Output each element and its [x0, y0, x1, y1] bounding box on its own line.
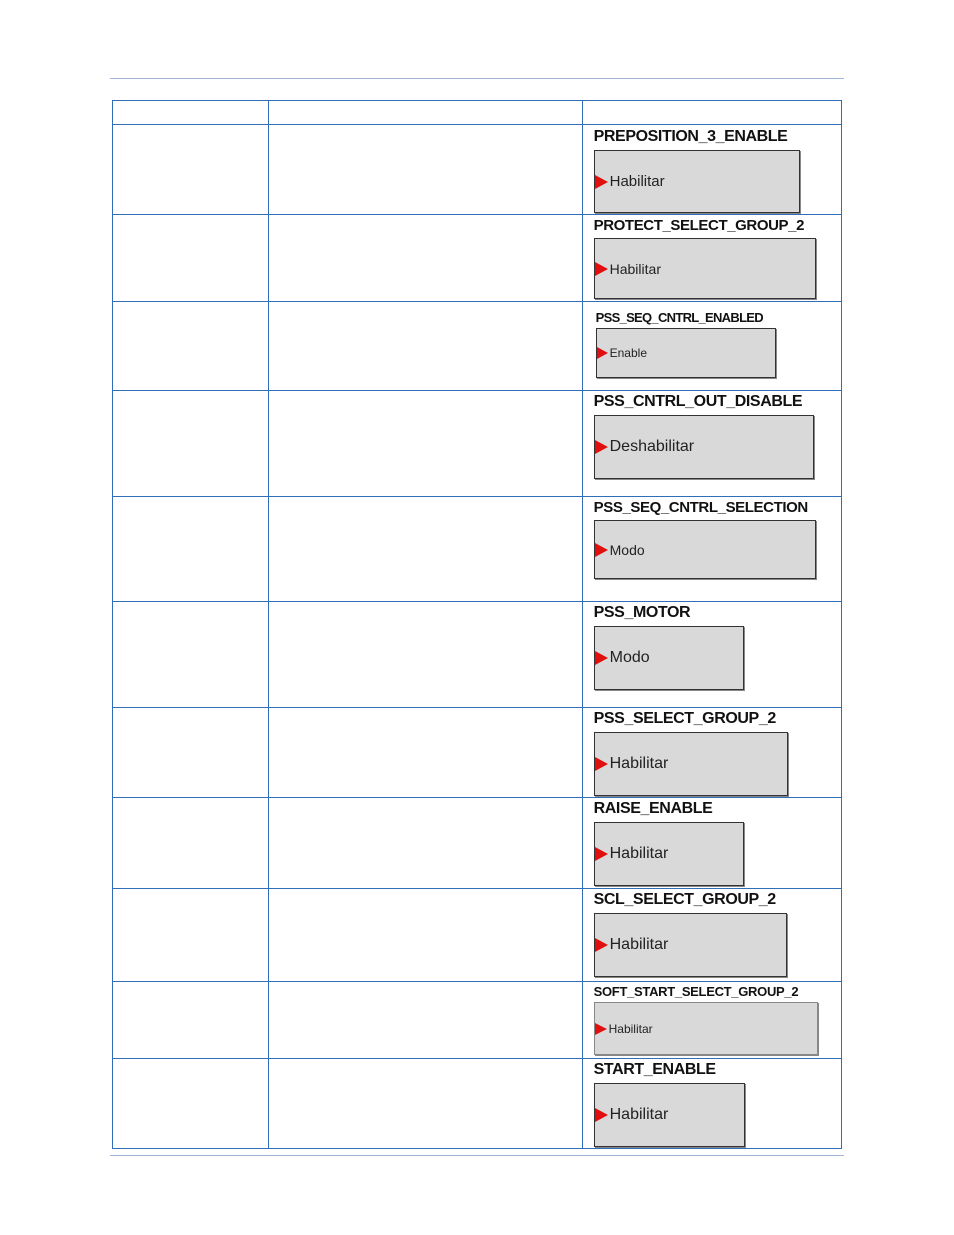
table-row — [113, 125, 842, 215]
input-pin-arrow-icon — [595, 1023, 607, 1035]
input-pin-arrow-icon — [597, 347, 608, 359]
input-pin-arrow-icon — [595, 651, 608, 665]
input-pin-arrow-icon — [595, 175, 608, 189]
table-row — [113, 602, 842, 708]
input-pin-label: Habilitar — [609, 260, 661, 277]
logic-block[interactable] — [596, 311, 776, 378]
block-body — [594, 415, 814, 479]
block-title: PSS_CNTRL_OUT_DISABLE — [593, 393, 803, 410]
table-row — [113, 302, 842, 391]
table-row — [113, 215, 842, 302]
input-pin-label: Habilitar — [609, 1106, 669, 1123]
table-row — [113, 391, 842, 497]
header-cell-2 — [269, 101, 582, 125]
table-row — [113, 889, 842, 982]
block-title: START_ENABLE — [593, 1061, 716, 1078]
block-body — [594, 520, 816, 579]
logic-block[interactable] — [594, 500, 816, 579]
input-pin-label: Modo — [609, 649, 650, 666]
logic-block[interactable] — [594, 394, 814, 479]
block-title: PSS_SEQ_CNTRL_SELECTION — [593, 499, 808, 516]
block-body — [594, 1002, 818, 1055]
block-title: PSS_MOTOR — [593, 604, 691, 621]
block-body — [594, 626, 744, 690]
input-pin-label: Habilitar — [609, 845, 669, 862]
header-cell-3 — [582, 101, 841, 125]
block-body — [596, 328, 776, 378]
input-pin-arrow-icon — [595, 440, 608, 454]
input-pin-arrow-icon — [595, 757, 608, 771]
logic-block[interactable] — [594, 605, 744, 690]
logic-block[interactable] — [594, 218, 816, 299]
logic-element-table — [112, 100, 842, 1149]
input-pin-label: Habilitar — [609, 173, 665, 190]
block-body — [594, 822, 744, 886]
block-body — [594, 732, 788, 796]
input-pin-arrow-icon — [595, 938, 608, 952]
block-body — [594, 913, 787, 977]
input-pin-arrow-icon — [595, 1108, 608, 1122]
input-pin-label: Deshabilitar — [609, 438, 695, 455]
table-row — [113, 798, 842, 889]
input-pin-label: Habilitar — [608, 1021, 653, 1036]
block-title: PREPOSITION_3_ENABLE — [593, 128, 788, 145]
input-pin-arrow-icon — [595, 847, 608, 861]
input-pin-label: Modo — [609, 541, 645, 558]
block-title: SCL_SELECT_GROUP_2 — [593, 891, 776, 908]
block-title: PSS_SEQ_CNTRL_ENABLED — [595, 310, 763, 325]
logic-block[interactable] — [594, 1062, 745, 1147]
block-title: PSS_SELECT_GROUP_2 — [593, 710, 776, 727]
table-row — [113, 982, 842, 1059]
table-row — [113, 497, 842, 602]
header-cell-1 — [113, 101, 269, 125]
block-body — [594, 238, 816, 299]
input-pin-label: Habilitar — [609, 936, 669, 953]
block-body — [594, 150, 800, 213]
input-pin-label: Enable — [609, 346, 647, 360]
block-body — [594, 1083, 745, 1147]
block-title: PROTECT_SELECT_GROUP_2 — [593, 217, 805, 234]
input-pin-label: Habilitar — [609, 755, 669, 772]
logic-block[interactable] — [594, 129, 800, 213]
logic-block[interactable] — [594, 801, 744, 886]
header-rule — [110, 78, 844, 79]
input-pin-arrow-icon — [595, 543, 608, 557]
logic-block[interactable] — [594, 711, 788, 796]
table-row — [113, 708, 842, 798]
table-header-row — [113, 101, 842, 125]
logic-block[interactable] — [594, 892, 787, 977]
block-title: RAISE_ENABLE — [593, 800, 713, 817]
block-title: SOFT_START_SELECT_GROUP_2 — [593, 984, 799, 999]
logic-block[interactable] — [594, 985, 818, 1055]
footer-rule — [110, 1155, 844, 1156]
input-pin-arrow-icon — [595, 262, 608, 276]
table-row — [113, 1059, 842, 1149]
